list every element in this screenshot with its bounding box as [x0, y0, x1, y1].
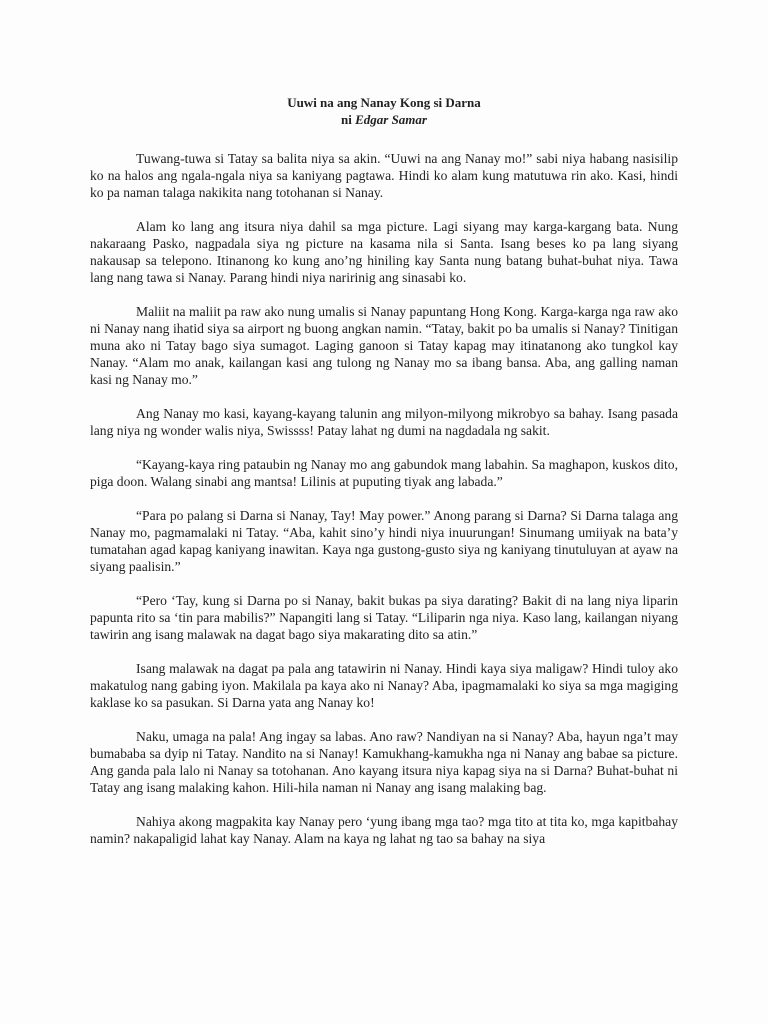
story-body	[90, 150, 678, 864]
paragraph-1: Tuwang-tuwa si Tatay sa balita niya sa akin. “Uuwi na ang Nanay mo!” sabi niya habang nasisilip ko na halos ang ngala-ngala niya sa kaniyang pagtawa. Hindi ko alam kung matutuwa rin ako. Kasi, hindi ko pa naman talaga nakikita nang totohanan si Nanay.	[90, 151, 678, 200]
paragraph-4: Ang Nanay mo kasi, kayang-kayang talunin ang milyon-milyong mikrobyo sa bahay. Isang pasada lang niya ng wonder walis niya, Swissss! Patay lahat ng dumi na nagdadala ng sakit.	[90, 406, 678, 438]
paragraph-6: “Para po palang si Darna si Nanay, Tay! May power.” Anong parang si Darna? Si Darna talaga ang Nanay mo, pagmamalaki ni Tatay. “Aba, kahit sino’y hindi niya inuurungan! Sinumang umiiyak na bata’y tumatahan agad kapag kaniyang inawitan. Kaya nga gustong-gusto siya ng kaniyang tinutuluyan at ayaw na siyang paalisin.”	[90, 508, 678, 574]
paragraph-10: Nahiya akong magpakita kay Nanay pero ‘yung ibang mga tao? mga tito at tita ko, mga kapitbahay namin? nakapaligid lahat kay Nanay. Alam na kaya ng lahat ng tao sa bahay na siya	[90, 814, 678, 846]
byline	[90, 111, 678, 128]
author-name: Edgar Samar	[355, 112, 427, 127]
paragraph-5: “Kayang-kaya ring pataubin ng Nanay mo ang gabundok mang labahin. Sa maghapon, kuskos dito, piga doon. Walang sinabi ang mantsa! Lilinis at puputing tiyak ang labada.”	[90, 457, 678, 489]
paragraph-3: Maliit na maliit pa raw ako nung umalis si Nanay papuntang Hong Kong. Karga-karga nga raw ako ni Nanay nang ihatid siya sa airport ng buong angkan namin. “Tatay, bakit po ba umalis si Nanay? Tinitigan muna ako ni Tatay bago siya sumagot. Laging ganoon si Tatay kapag may itinatanong ako tungkol kay Nanay. “Alam mo anak, kailangan kasi ang tulong ng Nanay mo sa ibang bansa. Aba, ang galling naman kasi ng Nanay mo.”	[90, 304, 678, 387]
paragraph-8: Isang malawak na dagat pa pala ang tatawirin ni Nanay. Hindi kaya siya maligaw? Hindi tuloy ako makatulog nang gabing iyon. Makilala pa kaya ako ni Nanay? Aba, ipagmamalaki ko siya sa mga magiging kaklase ko sa pasukan. Si Darna yata ang Nanay ko!	[90, 661, 678, 710]
paragraph-9: Naku, umaga na pala! Ang ingay sa labas. Ano raw? Nandiyan na si Nanay? Aba, hayun nga’t may bumababa sa dyip ni Tatay. Nandito na si Nanay! Kamukhang-kamukha nga ni Nanay ang babae sa picture. Ang ganda pala lalo ni Nanay sa totohanan. Ano kayang itsura niya kapag siya na si Darna? Buhat-buhat ni Tatay ang isang malaking kahon. Hili-hila naman ni Nanay ang isang malaking bag.	[90, 729, 678, 795]
paragraph-7: “Pero ‘Tay, kung si Darna po si Nanay, bakit bukas pa siya darating? Bakit di na lang niya liparin papunta rito sa ‘tin para mabilis?” Napangiti lang si Tatay. “Liliparin nga niya. Kaso lang, kailangan niyang tawirin ang isang malawak na dagat bago siya makarating dito sa atin.”	[90, 593, 678, 642]
byline-prefix: ni	[341, 112, 352, 127]
title-block	[90, 94, 678, 128]
story-title: Uuwi na ang Nanay Kong si Darna	[287, 95, 481, 110]
paragraph-2: Alam ko lang ang itsura niya dahil sa mga picture. Lagi siyang may karga-kargang bata. Nung nakaraang Pasko, nagpadala siya ng picture na kasama nila si Santa. Isang beses ko pa lang siyang nakausap sa telepono. Itinanong ko kung ano’ng hiniling kay Santa nung batang buhat-buhat niya. Tawa lang nang tawa si Nanay. Parang hindi niya naririnig ang sinasabi ko.	[90, 219, 678, 285]
